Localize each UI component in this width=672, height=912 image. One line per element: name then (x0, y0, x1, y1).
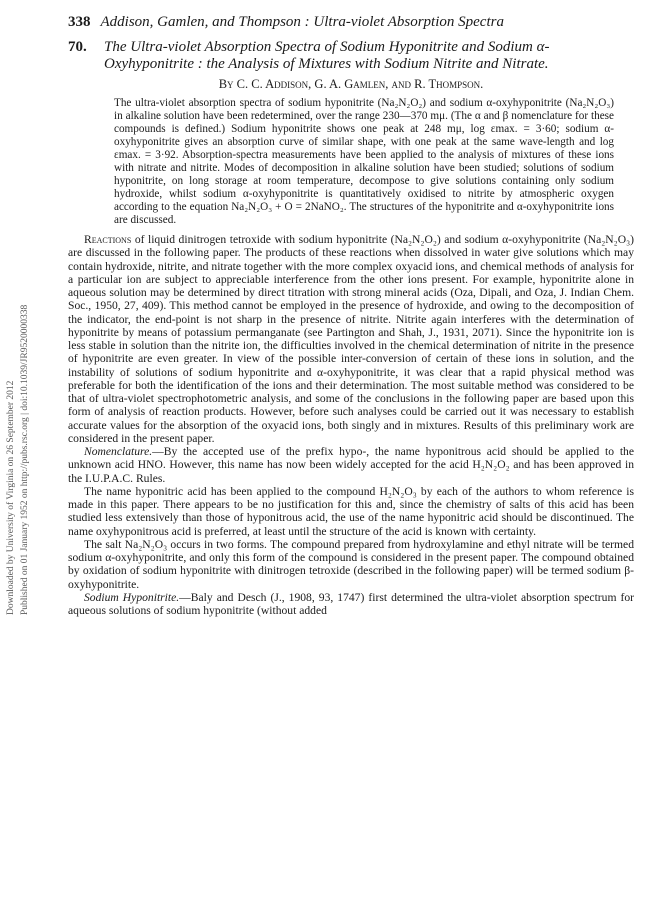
paragraph-text: of liquid dinitrogen tetroxide with sodium hyponitrite (Na₂N₂O₂) and sodium α-oxyhyponitrite (Na₂N₂O₃) are discussed in the following paper. The products of these reactions when dissolved in water give solutions which may contain hydroxide, nitrite, and nitrate together with the more complex oxyacid ions, and chemical methods of analysis for a particular ion are subject to appreciable interference from the other ions present. For example, hyponitrite alone in aqueous solution may be determined by direct titration with strong mineral acids (Oza, Dipali, and Oza, J. Indian Chem. Soc., 1950, 27, 409). This method cannot be employed in the presence of hydroxide, and owing to the decomposition of the indicator, the end-point is not sharp in the presence of nitrite. Nitrite again interferes with the determination of hyponitrite by means of potassium permanganate (see Partington and Shah, J., 1931, 2071). Since the hyponitrite ion is less stable in solution than the nitrite ion, the difficulties involved in the chemical determination of nitrite in the presence of hyponitrite are even greater. In view of the possible inter-conversion of certain of these ions in solution, and the instability of solutions of sodium hyponitrite and α-oxyhyponitrite, it was clear that a rapid physical method was preferable for both the identification of the ions and their determination. The most suitable method was considered to be that of ultra-violet spectrophotometric analysis, and some of the conclusions in the following paper are based upon this form of analysis of reaction products. However, before such analyses could be carried out it was necessary to establish accurate values for the absorption of the oxyacid ions, both singly and in mixtures. Results of this preliminary work are considered in the present paper. (68, 233, 634, 445)
download-note: Downloaded by University of Virginia on 26 September 2012 (6, 380, 16, 615)
article-title-block (68, 39, 634, 73)
abstract: The ultra-violet absorption spectra of sodium hyponitrite (Na₂N₂O₂) and sodium α-oxyhyponitrite (Na₂N₂O₃) in alkaline solution have been redetermined, over the range 230—370 mμ. (The α and β nomenclature for these compounds is defined.) Sodium hyponitrite shows one peak at 248 mμ, log εmax. = 3·60; sodium α-oxyhyponitrite gives an absorption curve of similar shape, with one peak at the same wave-length and log εmax. = 3·92. Absorption-spectra measurements have been applied to the analysis of mixtures of these ions with nitrate and nitrite. Modes of decomposition in alkaline solution have been studied; solutions of sodium hyponitrite, on long storage at room temperature, decompose to give solutions containing only sodium hydroxide, whilst sodium α-oxyhyponitrite is quantitatively oxidised to nitrite by atmospheric oxygen according to the equation Na₂N₂O₃ + O = 2NaNO₂. The structures of the hyponitrite and α-oxyhyponitrite ions are discussed. (114, 97, 614, 226)
paragraph-lead: Reactions (84, 233, 132, 246)
section-heading: Nomenclature. (84, 445, 153, 458)
running-head (68, 14, 634, 31)
page-number: 338 (68, 14, 91, 30)
publication-doi-note: Published on 01 January 1952 on http://pubs.rsc.org | doi:10.1039/JR9520000338 (20, 304, 30, 615)
paragraph-salt-forms: The salt Na₂N₂O₃ occurs in two forms. The compound prepared from hydroxylamine and ethyl nitrate will be termed sodium α-oxyhyponitrite, and only this form of the compound is considered in the present paper. The compound obtained by oxidation of sodium hyponitrite with dinitrogen tetroxide (described in the following paper) will be termed sodium β-oxyhyponitrite. (68, 537, 634, 591)
paragraph-sodium-hyponitrite (68, 591, 634, 618)
paragraph-text: —Baly and Desch (J., 1908, 93, 1747) first determined the ultra-violet absorption spectrum for aqueous solutions of sodium hyponitrite (without added (68, 590, 635, 617)
article-body (68, 233, 634, 617)
article-number: 70. (68, 39, 87, 55)
paragraph-hyponitric: The name hyponitric acid has been applied to the compound H₂N₂O₃ by each of the authors to whom reference is made in this paper. There appears to be no justification for this and, since the chemistry of salts of this acid has been studied less extensively than those of hyponitrous acid, the use of the name hyponitric acid should be discontinued. The name oxyhyponitrous acid is preferred, at least until the structure of the acid is known with certainty. (68, 484, 634, 538)
article-authors: By C. C. Addison, G. A. Gamlen, and R. Thompson. (218, 77, 484, 91)
paragraph-nomenclature (68, 445, 634, 485)
paragraph-introduction (68, 233, 634, 445)
journal-page (68, 14, 634, 617)
running-title: Addison, Gamlen, and Thompson : Ultra-violet Absorption Spectra (100, 14, 504, 30)
article-title: The Ultra-violet Absorption Spectra of Sodium Hyponitrite and Sodium α-Oxyhyponitrite : the Analysis of Mixtures with Sodium Nitrite and Nitrate. (104, 39, 550, 72)
paragraph-text: —By the accepted use of the prefix hypo-, the name hyponitrous acid should be applied to the unknown acid HNO. However, this name has now been widely accepted for the acid H₂N₂O₂ and has been approved in the I.U.P.A.C. Rules. (68, 445, 634, 485)
section-heading: Sodium Hyponitrite. (84, 590, 180, 604)
download-watermark (2, 150, 42, 615)
